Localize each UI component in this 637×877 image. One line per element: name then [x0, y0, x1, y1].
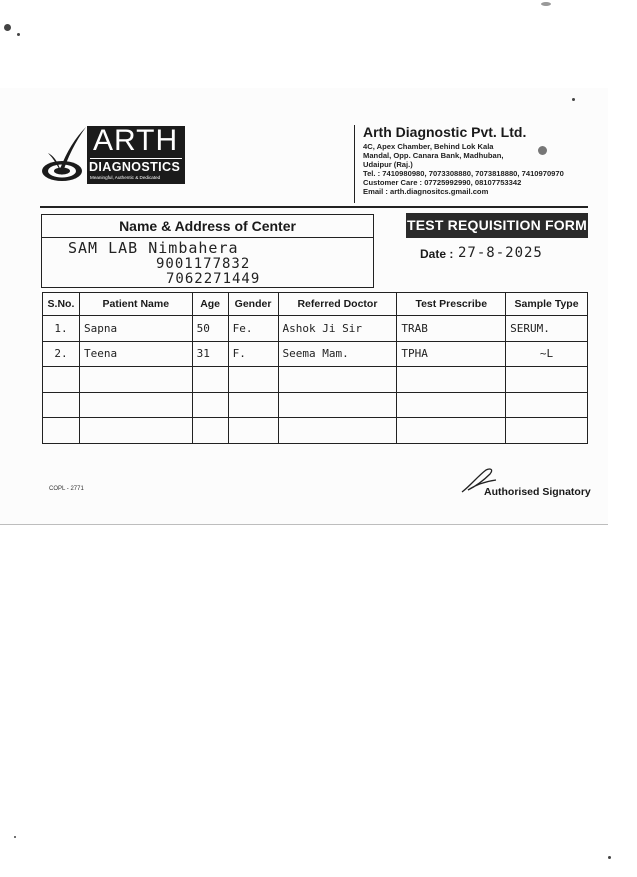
table-cell: 50 [192, 316, 228, 342]
center-phone-1: 9001177832 [156, 256, 251, 272]
authorised-signatory: Authorised Signatory [484, 486, 591, 498]
address-line: Udaipur (Raj.) [363, 159, 413, 169]
scan-speck [17, 33, 20, 36]
table-cell: Teena [79, 341, 192, 367]
table-cell [397, 418, 506, 444]
table-cell [506, 392, 588, 418]
test-requisition-table [42, 292, 588, 444]
logo-wordmark-box [87, 126, 185, 184]
table-header-row [43, 293, 588, 316]
center-phone-2: 7062271449 [166, 271, 261, 287]
table-cell [43, 418, 80, 444]
table-cell [43, 367, 80, 393]
table-cell [192, 367, 228, 393]
table-cell [278, 418, 397, 444]
company-name: Arth Diagnostic Pvt. Ltd. [363, 124, 527, 140]
table-cell [79, 392, 192, 418]
table-cell [192, 392, 228, 418]
column-header: Gender [228, 293, 278, 316]
customer-care-line: Customer Care : 07725992990, 08107753342 [363, 177, 522, 187]
center-box-title: Name & Address of Center [42, 215, 373, 238]
table-cell: F. [228, 341, 278, 367]
table-cell [192, 418, 228, 444]
table-cell [397, 392, 506, 418]
logo-tagline: Meaningful, Authentic & Dedicated [90, 175, 161, 180]
logo-name: DIAGNOSTICS [89, 160, 181, 174]
scan-speck [541, 2, 551, 6]
table-cell: TPHA [397, 341, 506, 367]
address-line: 4C, Apex Chamber, Behind Lok Kala [363, 142, 494, 151]
date-label: Date : [420, 247, 454, 261]
table-row [43, 316, 588, 342]
column-header: Patient Name [79, 293, 192, 316]
table-cell: TRAB [397, 316, 506, 342]
scan-speck [14, 836, 16, 838]
table-cell: SERUM. [506, 316, 588, 342]
scan-speck [4, 24, 11, 31]
table-cell: 2. [43, 341, 80, 367]
table-cell: Sapna [79, 316, 192, 342]
table-cell [228, 392, 278, 418]
table-cell: 31 [192, 341, 228, 367]
center-address-box [41, 214, 374, 288]
header-divider [354, 125, 355, 203]
scan-speck [608, 856, 611, 859]
table-cell [506, 367, 588, 393]
phone-line: Tel. : 7410980980, 7073308880, 7073818880, 7410970970 [363, 168, 564, 178]
address-line: Mandal, Opp. Canara Bank, Madhuban, [363, 150, 504, 160]
table-cell [79, 367, 192, 393]
header-rule [40, 206, 588, 208]
table-cell [506, 418, 588, 444]
column-header: Age [192, 293, 228, 316]
table-cell: ~L [506, 341, 588, 367]
table-row [43, 392, 588, 418]
center-name: SAM LAB Nimbahera [68, 239, 239, 257]
table-cell [397, 367, 506, 393]
table-cell: Seema Mam. [278, 341, 397, 367]
table-row [43, 341, 588, 367]
table-cell [228, 418, 278, 444]
company-logo [40, 125, 190, 187]
email-line: Email : arth.diagnositcs.gmail.com [363, 186, 489, 196]
target-check-icon [40, 125, 88, 185]
column-header: Sample Type [506, 293, 588, 316]
table-cell: 1. [43, 316, 80, 342]
table-cell [79, 418, 192, 444]
table-row [43, 367, 588, 393]
column-header: S.No. [43, 293, 80, 316]
logo-brand: ARTH [93, 124, 179, 157]
table-cell [278, 392, 397, 418]
column-header: Referred Doctor [278, 293, 397, 316]
table-cell [43, 392, 80, 418]
table-cell [228, 367, 278, 393]
table-row [43, 418, 588, 444]
table-cell: Fe. [228, 316, 278, 342]
form-title: TEST REQUISITION FORM [406, 213, 588, 238]
scan-speck [572, 98, 575, 101]
date-value: 27-8-2025 [458, 245, 543, 261]
column-header: Test Prescribe [397, 293, 506, 316]
table-cell: Ashok Ji Sir [278, 316, 397, 342]
table-cell [278, 367, 397, 393]
form-code: COPL - 2771 [49, 486, 84, 492]
company-address [363, 143, 564, 196]
